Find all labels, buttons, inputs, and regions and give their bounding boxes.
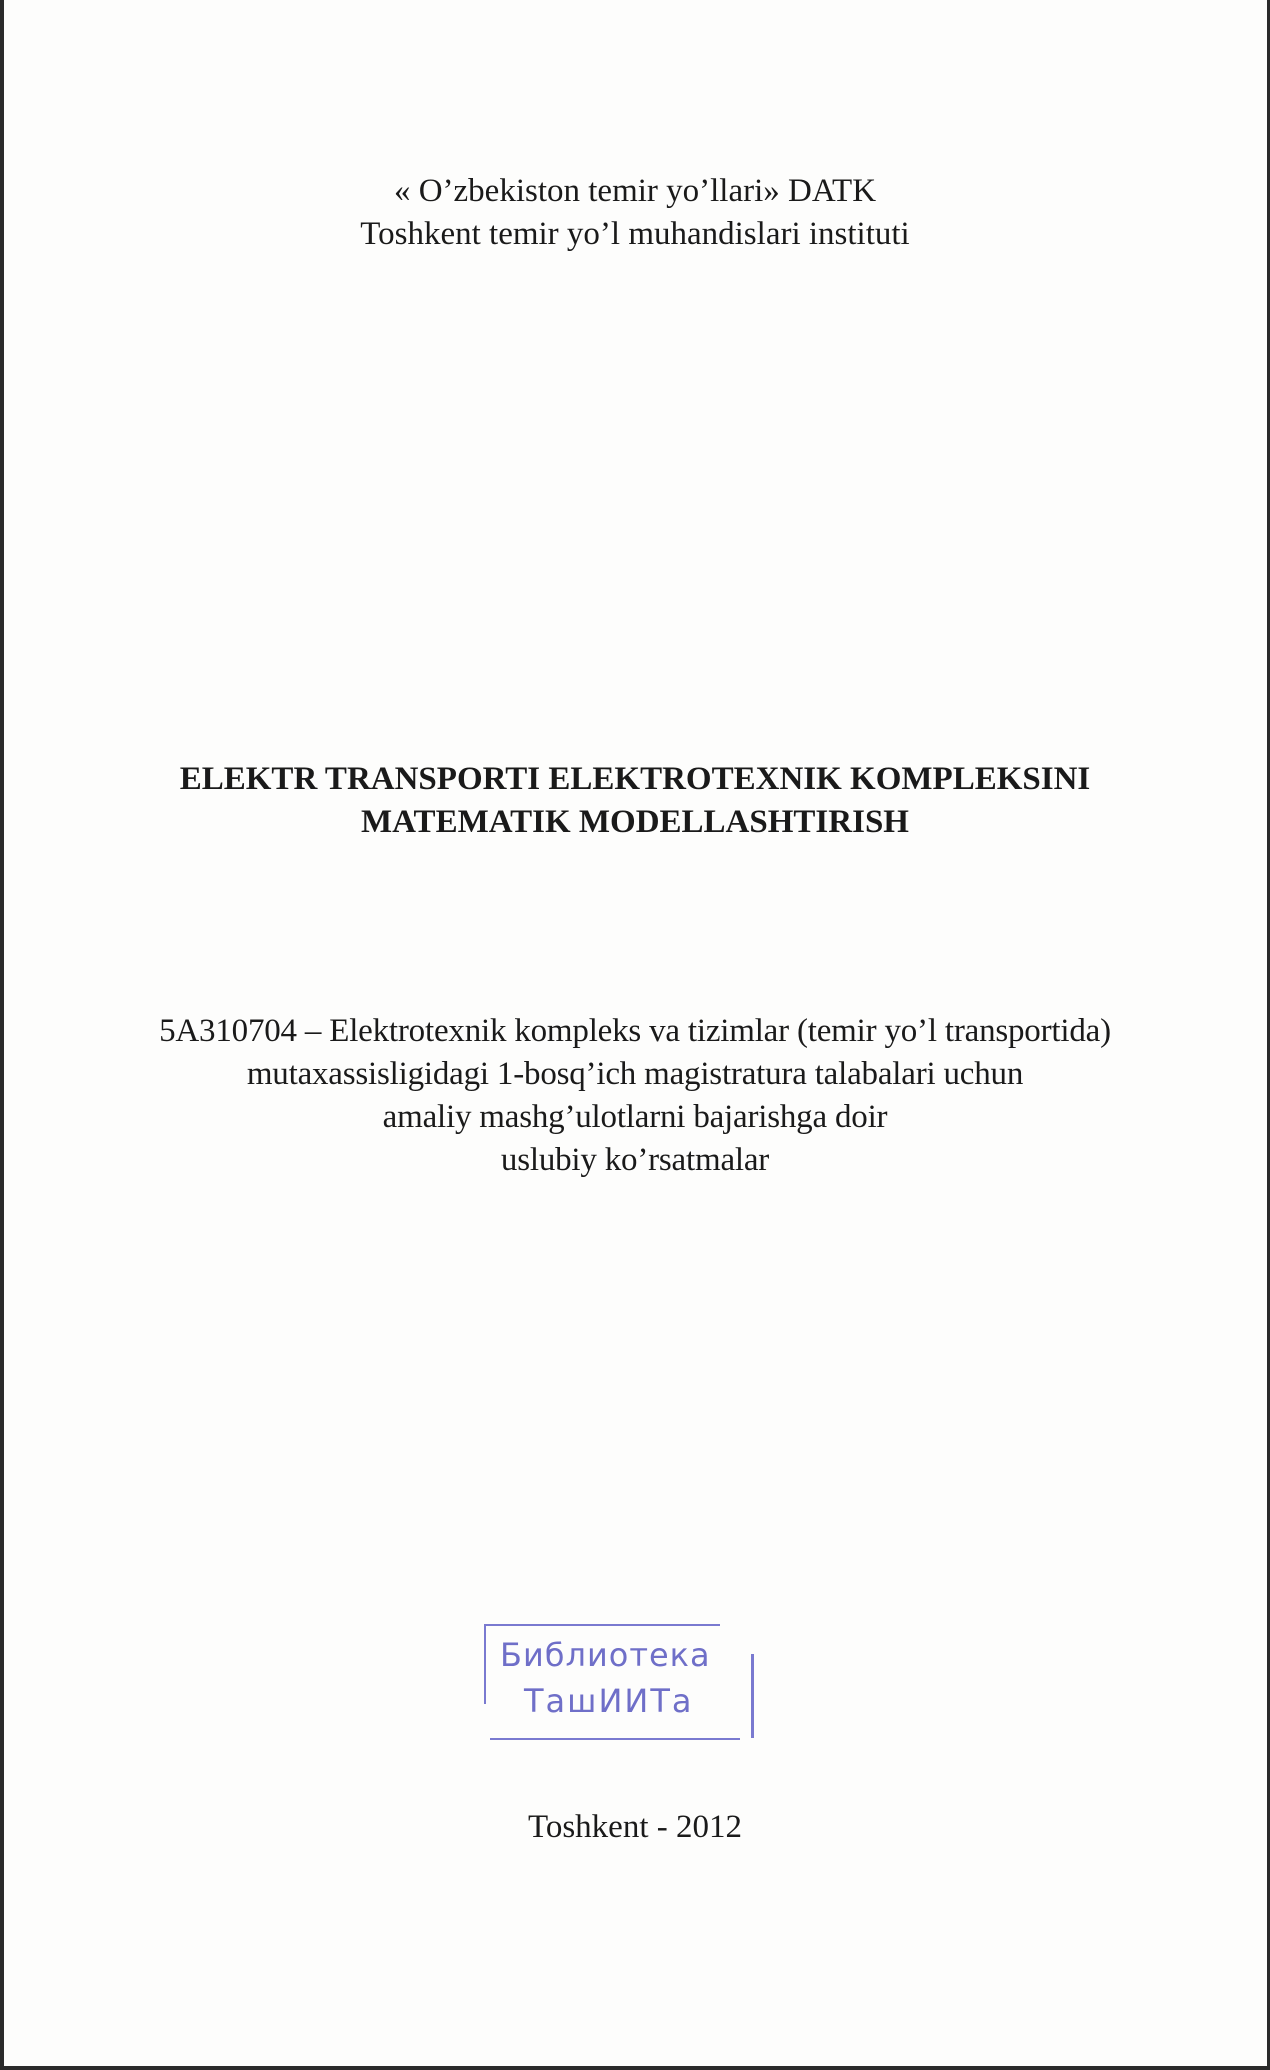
document-subtitle [0,1010,1270,1182]
scan-edge-bottom [0,2066,1270,2070]
stamp-border-bottom [490,1738,740,1740]
title-line-2: MATEMATIK MODELLASHTIRISH [361,804,909,840]
subtitle-line-4: uslubiy ko’rsatmalar [500,1142,770,1178]
header-institute: Toshkent temir yo’l muhandislari instituti [360,216,910,252]
subtitle-line-1: 5A310704 – Elektrotexnik kompleks va tizimlar (temir yo’l transportida) [159,1013,1111,1049]
subtitle-line-3: amaliy mashg’ulotlarni bajarishga doir [382,1099,888,1135]
subtitle-line-2: mutaxassisligidagi 1-bosq’ich magistratura talabalari uchun [246,1056,1024,1092]
stamp-border-top [484,1624,720,1626]
title-line-1: ELEKTR TRANSPORTI ELEKTROTEXNIK KOMPLEKSINI [179,761,1091,797]
stamp-text-institute: ТашИИТа [524,1682,694,1720]
document-title [0,758,1270,844]
header-organization: « O’zbekiston temir yo’llari» DATK [393,173,877,209]
stamp-border-left [484,1624,486,1704]
stamp-text-library: Библиотека [500,1636,711,1674]
institution-header [0,170,1270,256]
footer-place-year: Toshkent - 2012 [527,1809,742,1845]
stamp-border-right [751,1654,754,1738]
library-stamp [484,1624,756,1740]
document-footer [0,1806,1270,1849]
